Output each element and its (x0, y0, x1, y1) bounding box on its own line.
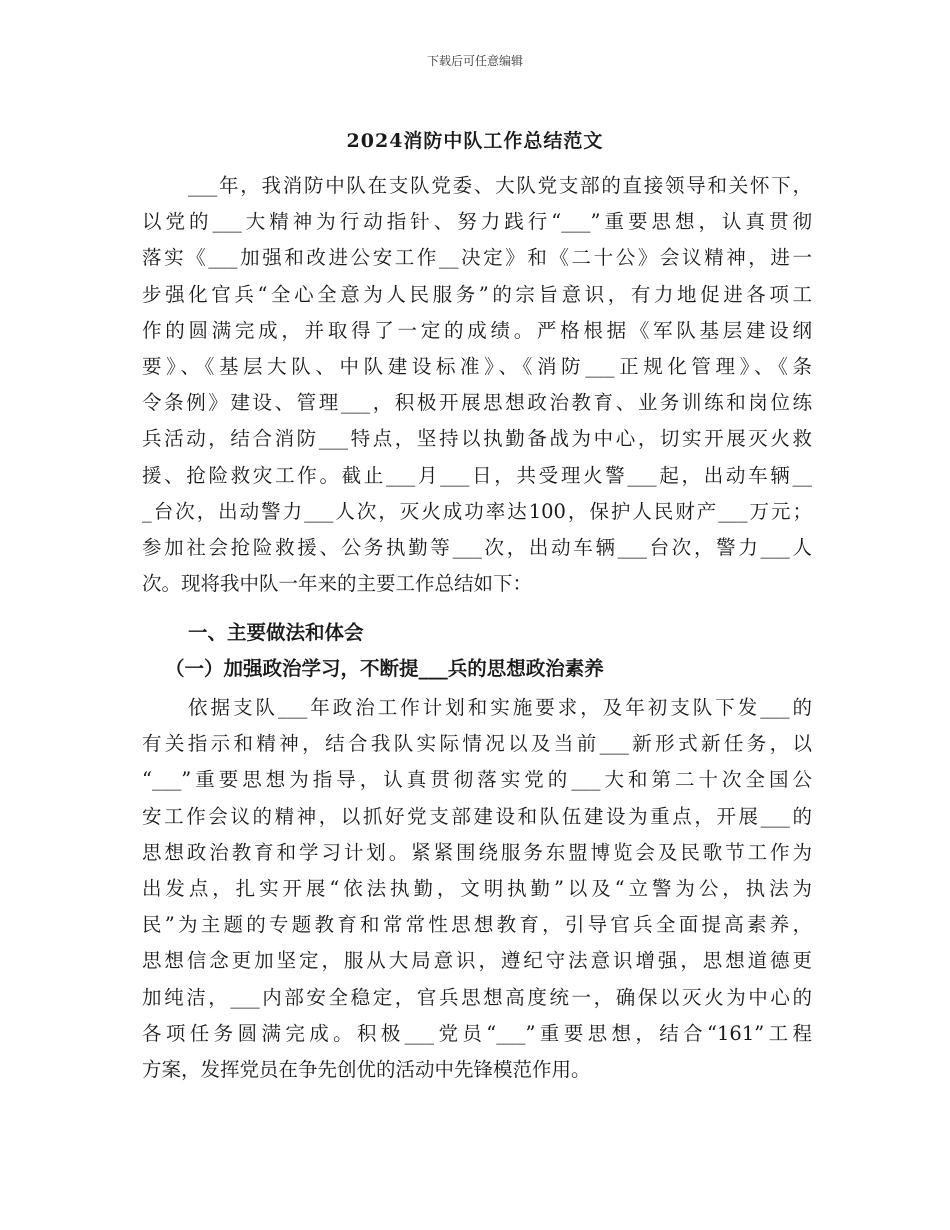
text-line: 要》、《基层大队、中队建设标准》、《消防___正规化管理》、《条 (142, 354, 812, 378)
paragraph-intro (142, 168, 812, 602)
text-line: 思想信念更加坚定，服从大局意识，遵纪守法意识增强，思想道德更 (142, 949, 812, 973)
text-line: _台次，出动警力___人次，灭火成功率达100，保护人民财产___万元； (142, 499, 812, 523)
text-line: 参加社会抢险救援、公务执勤等___次，出动车辆___台次，警力___人 (142, 535, 812, 559)
text-line: 民”为主题的专题教育和常常性思想教育，引导官兵全面提高素养， (142, 913, 812, 937)
text-line: 步强化官兵“全心全意为人民服务”的宗旨意识，有力地促进各项工 (142, 282, 812, 306)
text-line: 出发点，扎实开展“依法执勤，文明执勤”以及“立警为公，执法为 (142, 876, 812, 900)
header-note: 下载后可任意编辑 (426, 54, 523, 68)
document-title: 2024消防中队工作总结范文 (346, 130, 604, 152)
text-line: ___年，我消防中队在支队党委、大队党支部的直接领导和关怀下， (188, 174, 812, 197)
text-line: 落实《___加强和改进公安工作__决定》和《二十公》会议精神，进一 (142, 246, 812, 270)
text-line: “___”重要思想为指导，认真贯彻落实党的___大和第二十次全国公 (142, 768, 812, 792)
text-line: 思想政治教育和学习计划。紧紧围绕服务东盟博览会及民歌节工作为 (142, 840, 812, 864)
text-line: 安工作会议的精神，以抓好党支部建设和队伍建设为重点，开展___的 (142, 804, 812, 828)
text-line: 各项任务圆满完成。积极___党员“___”重要思想，结合“161”工程 (142, 1021, 812, 1045)
text-line: 方案，发挥党员在争先创优的活动中先锋模范作用。 (142, 1057, 591, 1081)
section-heading: 一、主要做法和体会 (188, 621, 364, 644)
text-line: 加纯洁，___内部安全稳定，官兵思想高度统一，确保以灭火为中心的 (142, 985, 812, 1009)
text-line: 以党的___大精神为行动指针、努力践行“___”重要思想，认真贯彻 (142, 210, 812, 234)
text-line: 援、抢险救灾工作。截止___月___日，共受理火警___起，出动车辆__ (142, 463, 812, 487)
text-line: 兵活动，结合消防___特点，坚持以执勤备战为中心，切实开展灭火救 (142, 427, 812, 451)
text-line: 作的圆满完成，并取得了一定的成绩。严格根据《军队基层建设纲 (142, 318, 812, 342)
text-line: 有关指示和精神，结合我队实际情况以及当前___新形式新任务，以 (142, 732, 812, 756)
text-line: 依据支队___年政治工作计划和实施要求，及年初支队下发___的 (188, 696, 812, 719)
text-line: 令条例》建设、管理___，积极开展思想政治教育、业务训练和岗位练 (142, 391, 812, 415)
paragraph-politics (142, 690, 812, 1088)
subsection-heading: （一）加强政治学习，不断提___兵的思想政治素养 (165, 657, 604, 680)
text-line: 次。现将我中队一年来的主要工作总结如下： (142, 572, 533, 596)
